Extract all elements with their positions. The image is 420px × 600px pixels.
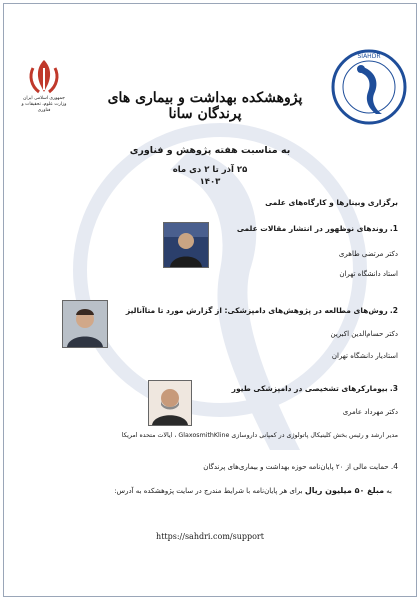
item-2-title-line xyxy=(126,306,398,315)
speaker-2-photo xyxy=(62,300,108,348)
item-1-speaker: دکتر مرتضی طاهری xyxy=(338,250,398,258)
iran-emblem-icon xyxy=(27,58,61,96)
emblem-caption-2: وزارت علوم، تحقیقات و فناوری xyxy=(21,102,67,113)
item-1-title: روندهای نوظهور در انتشار مقالات علمی xyxy=(236,224,388,233)
item-2-title: روش‌های مطالعه در پژوهش‌های دامپزشکی: از گزارش مورد تا متاآنالیز xyxy=(125,306,388,315)
institute-logo-icon xyxy=(330,48,408,126)
item-3-affiliation: مدیر ارشد و رئیس بخش کلینیکال پاتولوژی در کمپانی داروسازی GlaxosmithKline ، ایالات متحده امریکا xyxy=(121,432,398,439)
item-2-speaker: دکتر حسام‌الدین اکبرین xyxy=(330,330,398,338)
item-3-number: 3. xyxy=(389,384,398,393)
emblem-caption-1: جمهوری اسلامی ایران xyxy=(23,96,65,101)
page-title: پژوهشکده بهداشت و بیماری های پرندگان سانا xyxy=(107,90,303,122)
item-1-title-line xyxy=(237,224,398,233)
item-2-number: 2. xyxy=(389,306,398,315)
iran-emblem xyxy=(18,58,70,130)
events-intro: برگزاری وبینارها و کارگاه‌های علمی xyxy=(265,198,398,207)
event-subtitle: به مناسبت هفته پژوهش و فناوری xyxy=(129,145,291,156)
funding-note xyxy=(114,486,392,495)
date-range: ۲۵ آذر تا ۲ دی ماه xyxy=(172,165,248,175)
item-4-number: 4. xyxy=(390,462,398,471)
item-1-affiliation: استاد دانشگاه تهران xyxy=(339,270,398,278)
date-year: ۱۴۰۳ xyxy=(199,177,221,187)
funding-prefix: به xyxy=(384,487,392,495)
speaker-1-photo xyxy=(163,222,209,268)
event-date xyxy=(130,164,290,188)
item-1-number: 1. xyxy=(389,224,398,233)
support-url-link[interactable]: https://sahdri.com/support xyxy=(156,532,264,541)
logo-text: SIAHDR xyxy=(357,53,381,60)
item-3-title: بیومارکرهای تشخیصی در دامپزشکی طیور xyxy=(231,384,388,393)
item-2-affiliation: استادیار دانشگاه تهران xyxy=(331,352,398,360)
speaker-3-photo xyxy=(148,380,192,426)
watermark-bird-icon xyxy=(70,70,370,490)
item-3-speaker: دکتر مهرداد عامری xyxy=(342,408,398,416)
item-3-title-line xyxy=(232,384,398,393)
funding-suffix: برای هر پایان‌نامه با شرایط مندرج در سایت پژوهشکده به آدرس: xyxy=(114,487,305,495)
item-4-title: حمایت مالی از ۲۰ پایان‌نامه حوزه بهداشت و بیماری‌های پرندگان xyxy=(203,463,389,471)
item-4-title-line xyxy=(203,462,398,471)
funding-amount: مبلغ ۵۰ میلیون ریال xyxy=(304,486,385,495)
